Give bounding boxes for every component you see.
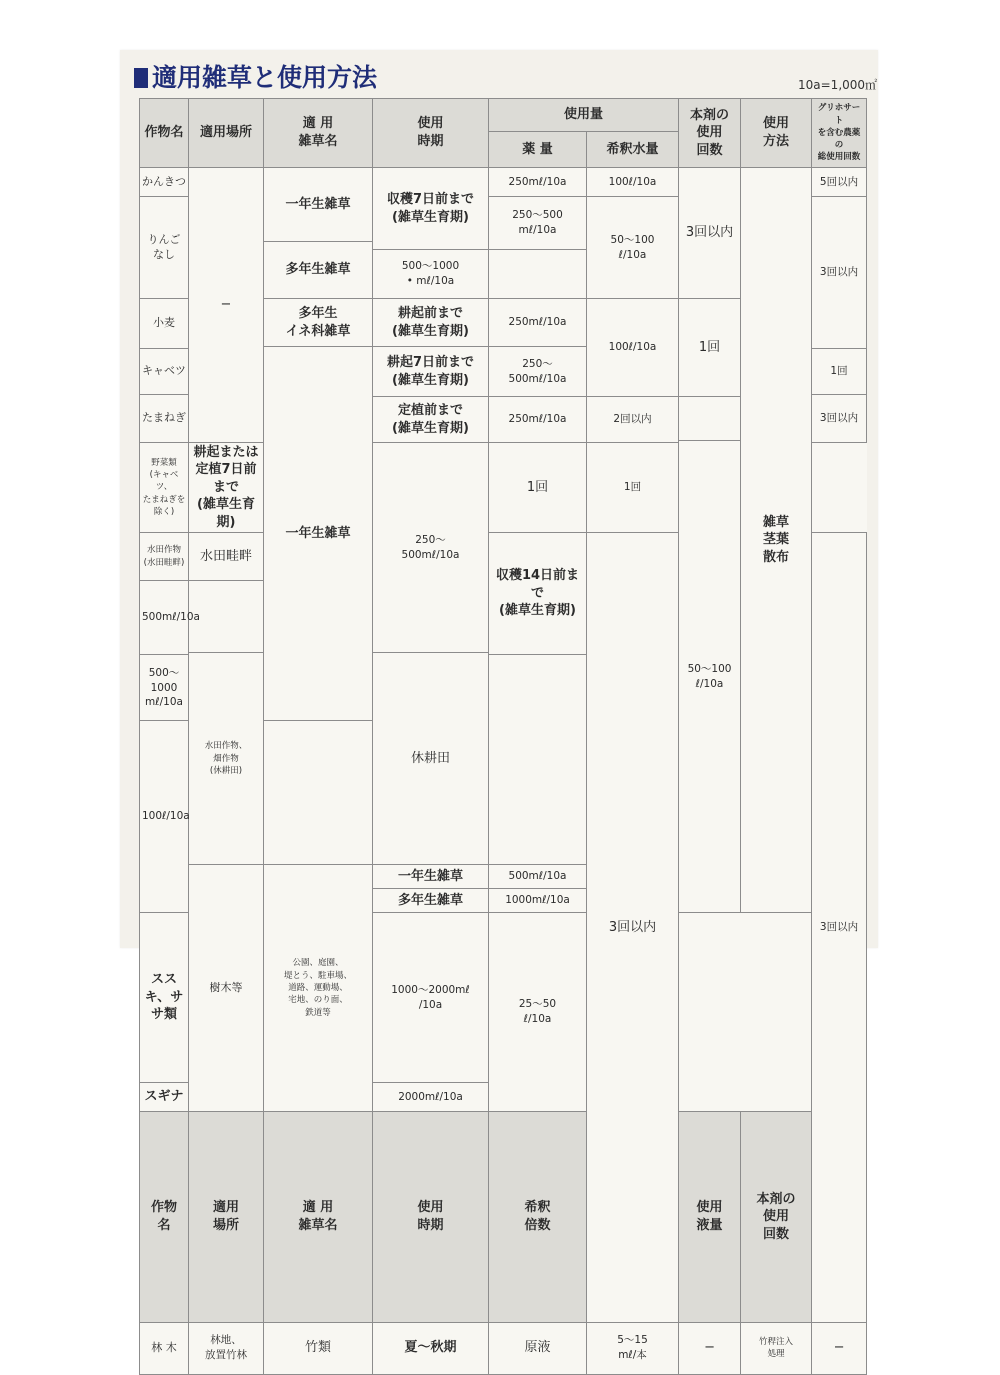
total-5: 5回以内 <box>812 168 867 197</box>
forest-period: 夏～秋期 <box>373 1322 489 1374</box>
header-water: 希釈水量 <box>587 132 679 168</box>
times-1-b: 1回 <box>489 443 587 533</box>
crop-suiden: 水田作物 (水田畦畔) <box>140 533 189 581</box>
chem-500-b: 500mℓ/10a <box>489 865 587 889</box>
chem-1000: 1000mℓ/10a <box>489 889 587 913</box>
chem-250-b: 250mℓ/10a <box>489 299 587 347</box>
section-title <box>134 58 377 94</box>
header2-crop: 作物 名 <box>140 1112 189 1322</box>
times-3-a: 3回以内 <box>679 168 741 299</box>
chem-1000-2000: 1000～2000mℓ /10a <box>373 913 489 1083</box>
header-period: 使用 時期 <box>373 99 489 168</box>
crop-komugi: 小麦 <box>140 299 189 349</box>
water-100-a: 100ℓ/10a <box>587 168 679 197</box>
section-title-text: 適用雑草と使用方法 <box>152 63 378 92</box>
crop-kankitsu: かんきつ <box>140 168 189 197</box>
period-till: 耕起前まで (雑草生育期) <box>373 299 489 347</box>
water-25-50: 25～50 ℓ/10a <box>489 913 587 1112</box>
forest-liquid: 5～15 mℓ/本 <box>587 1322 679 1374</box>
method-spray: 雑草 茎葉 散布 <box>741 168 812 913</box>
crop-jumoku: 樹木等 <box>189 865 264 1112</box>
header-usage-group: 使用量 <box>489 99 679 132</box>
forest-dilution: 原液 <box>489 1322 587 1374</box>
chem-500-1000-b: 500～1000 mℓ/10a <box>140 655 189 721</box>
weed-perennial-3: 多年生雑草 <box>373 889 489 913</box>
header-weed: 適 用 雑草名 <box>264 99 373 168</box>
forest-total: − <box>812 1322 867 1374</box>
forest-weed: 竹類 <box>264 1322 373 1374</box>
period-till-or-plant7: 耕起または 定植7日前まで (雑草生育期) <box>189 443 264 533</box>
weed-perennial-1: 多年生雑草 <box>264 242 373 299</box>
times-3-b: 3回以内 <box>587 533 679 1323</box>
forest-place: 林地、 放置竹林 <box>189 1322 264 1374</box>
period-till7: 耕起7日前まで (雑草生育期) <box>373 347 489 397</box>
place-suiden: 水田畦畔 <box>189 533 264 581</box>
header-chemical: 薬 量 <box>489 132 587 168</box>
header-place: 適用場所 <box>189 99 264 168</box>
chem-250-c: 250mℓ/10a <box>489 397 587 443</box>
crop-yasai: 野菜類 (キャベツ、 たまねぎを 除く) <box>140 443 189 533</box>
total-1-a: 1回 <box>812 349 867 395</box>
period-plant: 定植前まで (雑草生育期) <box>373 397 489 443</box>
header2-weed: 適 用 雑草名 <box>264 1112 373 1322</box>
place-kyukoden: 休耕田 <box>373 653 489 865</box>
forest-crop: 林 木 <box>140 1322 189 1374</box>
forest-method: 竹稈注入 処理 <box>741 1322 812 1374</box>
place-jumoku: 公園、庭園、 堤とう、駐車場、 道路、運動場、 宅地、のり面、 鉄道等 <box>264 865 373 1112</box>
chem-250: 250mℓ/10a <box>489 168 587 197</box>
chem-500: 500mℓ/10a <box>140 581 189 655</box>
total-1-b: 1回 <box>587 443 679 533</box>
period-harvest7: 収穫7日前まで (雑草生育期) <box>373 168 489 250</box>
header-crop: 作物名 <box>140 99 189 168</box>
header2-liquid: 使用 液量 <box>679 1112 741 1322</box>
header-method: 使用 方法 <box>741 99 812 168</box>
times-1-a: 1回 <box>679 299 741 397</box>
header2-place: 適用 場所 <box>189 1112 264 1322</box>
header-times: 本剤の 使用 回数 <box>679 99 741 168</box>
weed-susuki: ススキ、ササ類 <box>140 913 189 1083</box>
weed-annual-3: 一年生雑草 <box>373 865 489 889</box>
forest-times: − <box>679 1322 741 1374</box>
crop-kyukoden: 水田作物、 畑作物 (休耕田) <box>189 653 264 865</box>
place-dash: − <box>189 168 264 443</box>
chem-2000: 2000mℓ/10a <box>373 1083 489 1112</box>
times-2: 2回以内 <box>587 397 679 443</box>
crop-tamanegi: たまねぎ <box>140 395 189 443</box>
weed-annual-2: 一年生雑草 <box>264 347 373 721</box>
crop-cabbage: キャベツ <box>140 349 189 395</box>
water-100-b: 100ℓ/10a <box>587 299 679 397</box>
total-3-c: 3回以内 <box>812 533 867 1323</box>
water-50-100-a: 50～100 ℓ/10a <box>587 197 679 299</box>
header2-times: 本剤の 使用 回数 <box>741 1112 812 1322</box>
water-50-100-b: 50～100 ℓ/10a <box>679 441 741 913</box>
total-3-a: 3回以内 <box>812 197 867 349</box>
unit-note: 10a=1,000㎡ <box>798 78 878 92</box>
weed-annual-1: 一年生雑草 <box>264 168 373 242</box>
weed-sugina: スギナ <box>140 1083 189 1112</box>
header2-dilution: 希釈 倍数 <box>489 1112 587 1322</box>
weed-perennial-grass: 多年生 イネ科雑草 <box>264 299 373 347</box>
header-total: グリホサート を含む農薬の 総使用回数 <box>812 99 867 168</box>
usage-table <box>139 98 867 1375</box>
total-3-b: 3回以内 <box>812 395 867 443</box>
title-square-icon <box>134 68 148 88</box>
water-100-c: 100ℓ/10a <box>140 721 189 913</box>
chem-250-500-b: 250～ 500mℓ/10a <box>489 347 587 397</box>
header2-period: 使用 時期 <box>373 1112 489 1322</box>
chem-250-500: 250～500 mℓ/10a <box>489 197 587 250</box>
chem-250-500-c: 250～ 500mℓ/10a <box>373 443 489 653</box>
period-harvest14: 収穫14日前まで (雑草生育期) <box>489 533 587 655</box>
chem-500-1000: 500～1000 • mℓ/10a <box>373 250 489 299</box>
crop-ringo: りんご なし <box>140 197 189 299</box>
